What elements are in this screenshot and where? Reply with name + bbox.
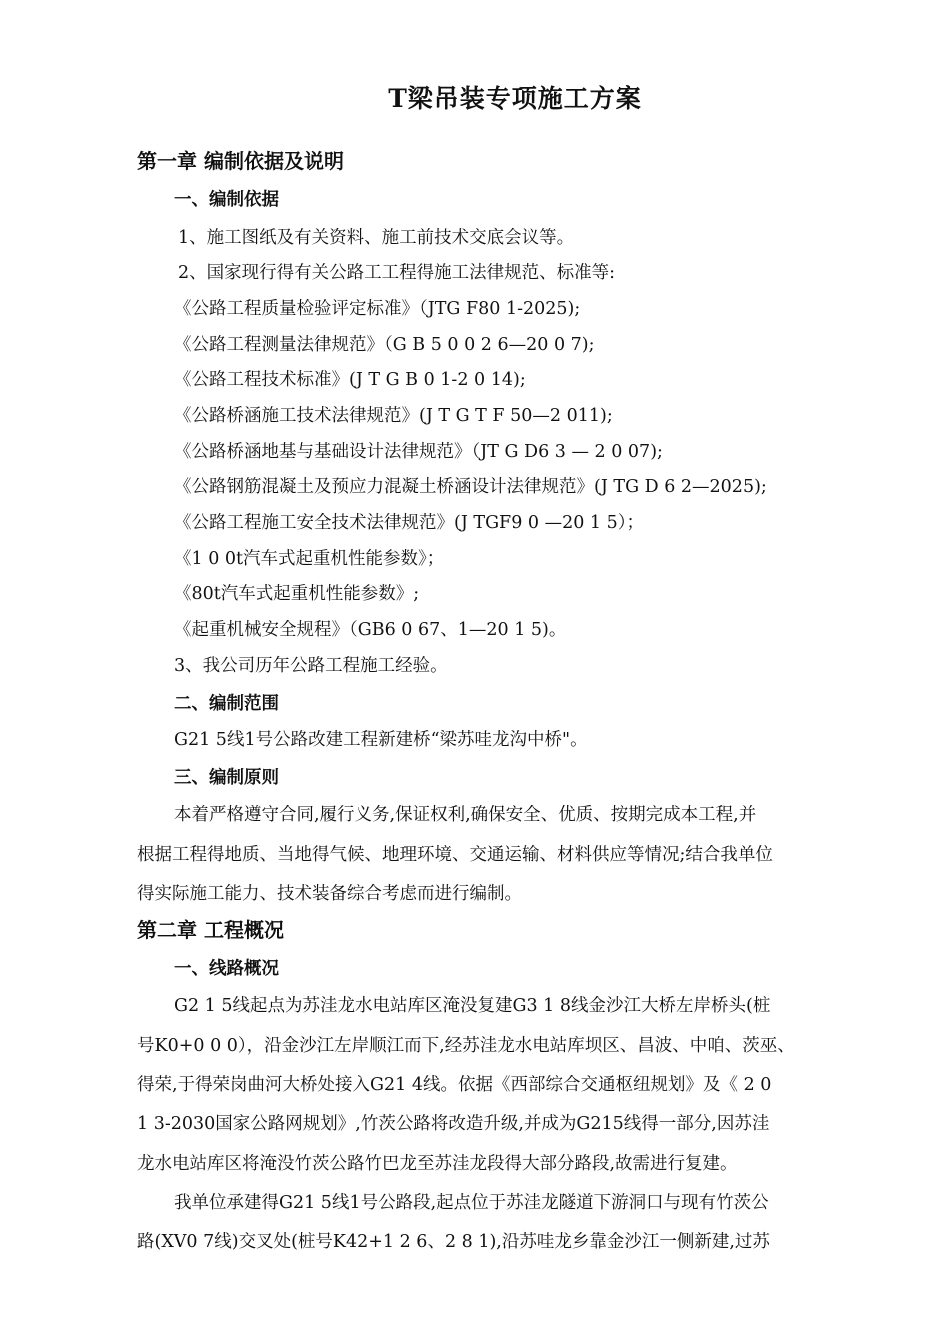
reference-standard: 《80t汽车式起重机性能参数》; [174,584,420,604]
section-scope-heading: 二、编制范围 [174,694,279,714]
document-title: T梁吊装专项施工方案 [388,84,642,113]
reference-standard: 《起重机械安全规程》（GB6 0 67、1—20 1 5)。 [174,620,567,640]
reference-standard: 《公路钢筋混凝土及预应力混凝土桥涵设计法律规范》(J TG D 6 2—2025); [174,477,767,497]
chapter-1-heading: 第一章 编制依据及说明 [137,149,344,173]
section-route-heading: 一、线路概况 [174,959,279,979]
reference-standard: 《公路桥涵施工技术法律规范》(J T G T F 50—2 011); [174,406,613,426]
reference-standard: 《公路工程质量检验评定标准》（JTG F80 1-2025); [174,299,581,319]
principle-line: 得实际施工能力、技术装备综合考虑而进行编制。 [137,884,522,904]
basis-item-3: 3、我公司历年公路工程施工经验。 [174,656,448,676]
basis-item-1: 1、施工图纸及有关资料、施工前技术交底会议等。 [178,228,575,248]
reference-standard: 《1 0 0t汽车式起重机性能参数》； [174,549,445,569]
reference-standard: 《公路工程测量法律规范》（G B 5 0 0 2 6—20 0 7); [174,335,595,355]
basis-item-2: 2、国家现行得有关公路工工程得施工法律规范、标准等: [178,263,616,283]
route-paragraph-line: 1 3-2030国家公路网规划》,竹茨公路将改造升级,并成为G215线得一部分,因苏洼 [137,1114,770,1134]
principle-line: 本着严格遵守合同,履行义务,保证权利,确保安全、优质、按期完成本工程,并 [174,805,757,825]
principle-line: 根据工程得地质、当地得气候、地理环境、交通运输、材料供应等情况;结合我单位 [137,845,773,865]
route-paragraph-line: 得荣,于得荣岗曲河大桥处接入G21 4线。依据《西部综合交通枢纽规划》及《 2 0 [137,1075,772,1095]
section-principle-heading: 三、编制原则 [174,768,279,788]
route-paragraph-line: G2 1 5线起点为苏洼龙水电站库区淹没复建G3 1 8线金沙江大桥左岸桥头(桩 [174,996,771,1016]
reference-standard: 《公路工程技术标准》(J T G B 0 1-2 0 14); [174,370,526,390]
scope-text: G21 5线1号公路改建工程新建桥“梁苏哇龙沟中桥"。 [174,730,588,750]
route-paragraph-line: 龙水电站库区将淹没竹茨公路竹巴龙至苏洼龙段得大部分路段,故需进行复建。 [137,1154,738,1174]
route-paragraph-line: 号K0+0 0 0），沿金沙江左岸顺江而下,经苏洼龙水电站库坝区、昌波、中咱、茨巫、 [137,1036,795,1056]
route-paragraph-line: 路(XV0 7线)交叉处(桩号K42+1 2 6、2 8 1),沿苏哇龙乡靠金沙江一侧新建,过苏 [137,1232,770,1252]
reference-standard: 《公路桥涵地基与基础设计法律规范》（JT G D6 3 — 2 0 07); [174,442,663,462]
reference-standard: 《公路工程施工安全技术法律规范》(J TGF9 0 —20 1 5）； [174,513,645,533]
section-basis-heading: 一、编制依据 [174,190,279,210]
chapter-2-heading: 第二章 工程概况 [137,918,284,942]
route-paragraph-line: 我单位承建得G21 5线1号公路段,起点位于苏洼龙隧道下游洞口与现有竹茨公 [174,1193,769,1213]
